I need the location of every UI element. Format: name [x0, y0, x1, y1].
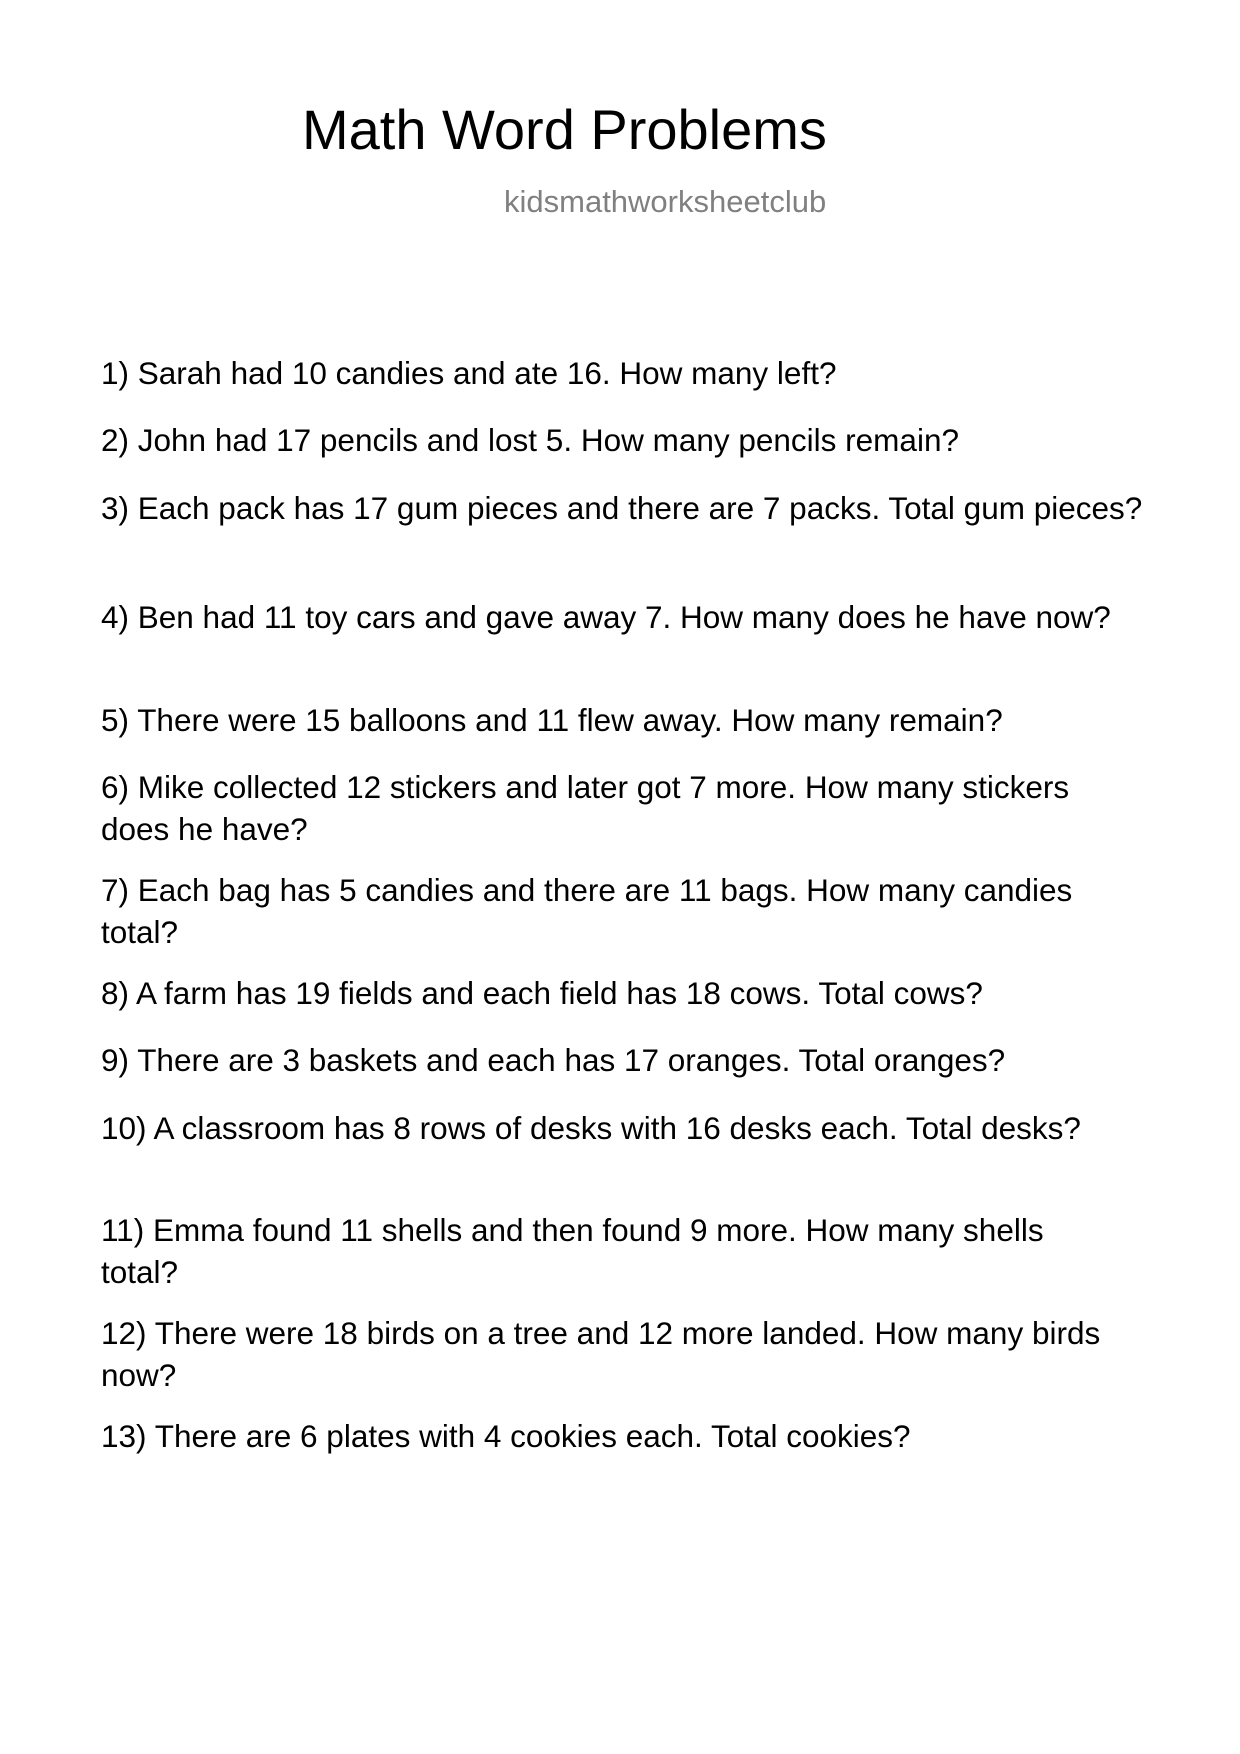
- page-title: Math Word Problems: [302, 98, 827, 161]
- problem-item: 13) There are 6 plates with 4 cookies each. Total cookies?: [101, 1418, 911, 1454]
- problem-item: 5) There were 15 balloons and 11 flew away. How many remain?: [101, 702, 1003, 738]
- problem-item: 12) There were 18 birds on a tree and 12 more landed. How many birds now?: [101, 1315, 1101, 1393]
- problem-item: 4) Ben had 11 toy cars and gave away 7. How many does he have now?: [101, 599, 1111, 635]
- problem-item: 2) John had 17 pencils and lost 5. How many pencils remain?: [101, 422, 959, 458]
- problem-item: 7) Each bag has 5 candies and there are 11 bags. How many candies total?: [101, 872, 1073, 950]
- problem-item: 1) Sarah had 10 candies and ate 16. How many left?: [101, 355, 837, 391]
- site-subtitle: kidsmathworksheetclub: [504, 184, 827, 219]
- problem-item: 11) Emma found 11 shells and then found 9 more. How many shells total?: [101, 1212, 1044, 1290]
- problem-item: 6) Mike collected 12 stickers and later got 7 more. How many stickers does he have?: [101, 769, 1070, 847]
- problem-item: 10) A classroom has 8 rows of desks with 16 desks each. Total desks?: [101, 1110, 1081, 1146]
- problem-item: 8) A farm has 19 fields and each field has 18 cows. Total cows?: [101, 975, 983, 1011]
- problem-item: 3) Each pack has 17 gum pieces and there are 7 packs. Total gum pieces?: [101, 490, 1143, 526]
- problem-item: 9) There are 3 baskets and each has 17 oranges. Total oranges?: [101, 1042, 1006, 1078]
